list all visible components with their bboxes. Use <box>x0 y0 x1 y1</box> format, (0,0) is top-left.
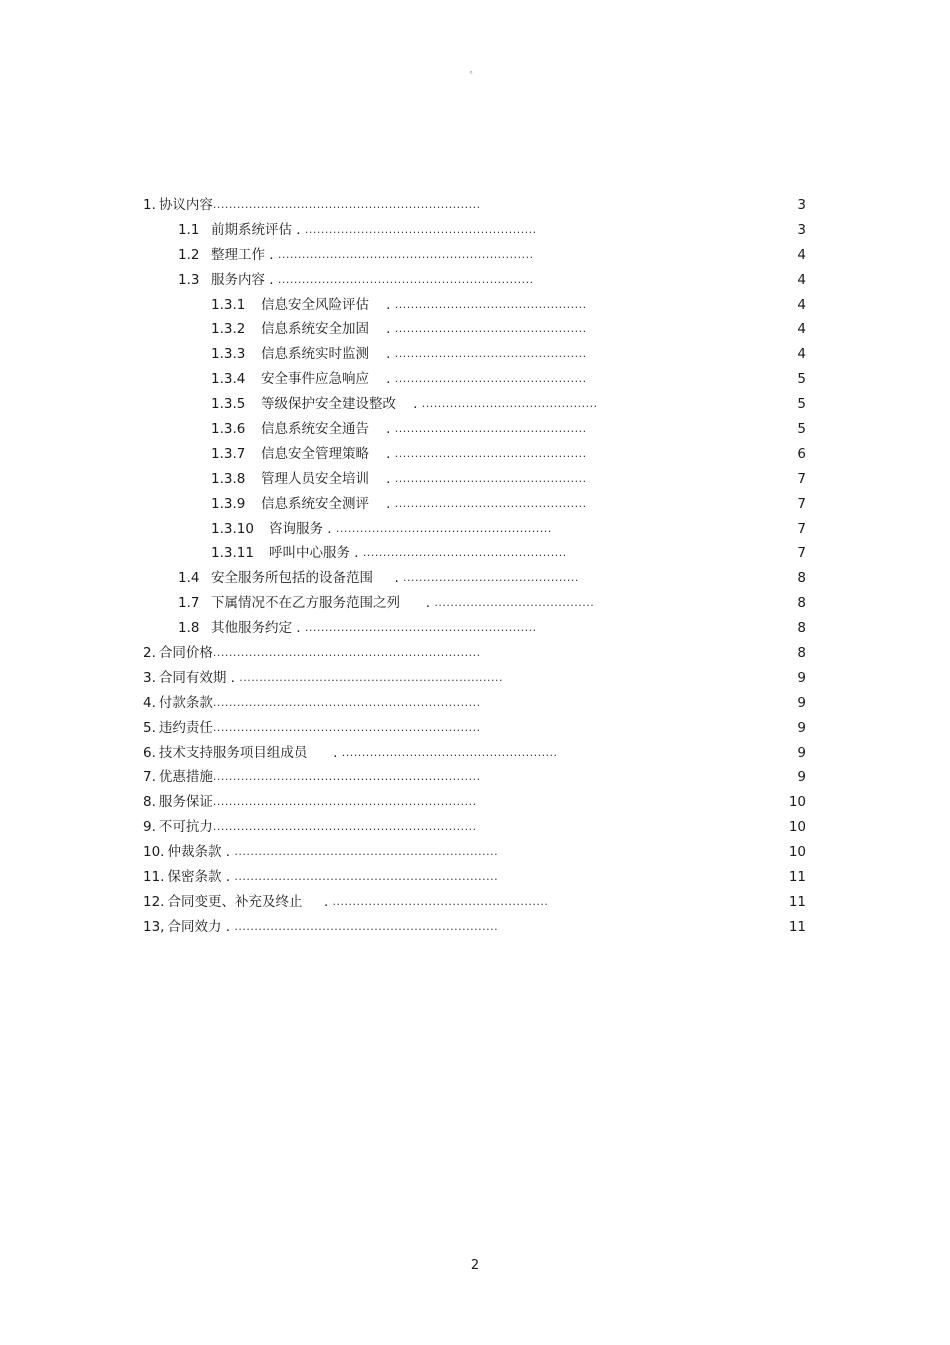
toc-entry-title: 仲裁条款 <box>167 844 222 861</box>
toc-leader-dots: ................................................................... <box>212 720 481 734</box>
toc-entry-gap: . <box>369 421 395 438</box>
toc-entry[interactable] <box>0 641 950 666</box>
toc-entry-label <box>211 367 587 392</box>
toc-entry-title: 不可抗力 <box>158 819 213 836</box>
toc-leader-dots: ............................................ <box>403 571 579 585</box>
toc-entry-page: 11 <box>788 869 806 886</box>
toc-entry-label <box>143 790 477 815</box>
toc-entry-gap: . <box>373 570 404 587</box>
toc-entry-number: 1.1 <box>178 221 200 238</box>
toc-entry[interactable] <box>0 467 950 492</box>
toc-entry-label <box>143 765 481 790</box>
toc-entry[interactable] <box>0 765 950 790</box>
toc-entry[interactable] <box>0 591 950 616</box>
toc-leader-dots: ................................................ <box>394 322 587 336</box>
toc-entry[interactable] <box>0 442 950 467</box>
toc-entry[interactable] <box>0 392 950 417</box>
toc-leader-dots: ................................................ <box>394 471 587 485</box>
toc-entry-title: 信息系统安全通告 <box>261 421 369 438</box>
toc-entry-page: 4 <box>797 296 806 313</box>
toc-entry-label <box>143 716 481 741</box>
toc-entry-title: 安全事件应急响应 <box>261 371 369 388</box>
toc-entry[interactable] <box>0 666 950 691</box>
toc-leader-dots: ................................................ <box>394 446 587 460</box>
toc-entry-gap: . <box>350 545 363 562</box>
toc-leader-dots: ................................................ <box>394 496 587 510</box>
toc-entry[interactable] <box>0 417 950 442</box>
toc-entry-label <box>143 815 477 840</box>
toc-entry-page: 5 <box>797 371 806 388</box>
toc-entry-title: 信息安全管理策略 <box>261 445 369 462</box>
toc-entry-gap: . <box>292 620 305 637</box>
toc-entry[interactable] <box>0 716 950 741</box>
toc-leader-dots: ................................................................... <box>212 646 481 660</box>
toc-entry-title: 信息安全风险评估 <box>261 296 369 313</box>
toc-entry-number: 1.3.11 <box>211 545 254 562</box>
toc-entry-number: 1.3.5 <box>211 396 246 413</box>
toc-entry-page: 4 <box>797 246 806 263</box>
toc-entry-gap: . <box>221 869 235 886</box>
toc-entry-gap: . <box>221 918 235 935</box>
toc-entry[interactable] <box>0 367 950 392</box>
toc-entry-gap: . <box>221 844 235 861</box>
toc-entry-gap: . <box>369 346 395 363</box>
toc-leader-dots: ................................................ <box>394 372 587 386</box>
toc-entry-gap: . <box>307 744 342 761</box>
toc-leader-dots: ...................................................... <box>332 894 549 908</box>
toc-entry-label <box>178 616 537 641</box>
toc-entry[interactable] <box>0 616 950 641</box>
toc-entry-number: 4. <box>143 694 156 711</box>
toc-entry-page: 8 <box>797 645 806 662</box>
toc-entry-page: 6 <box>797 445 806 462</box>
toc-leader-dots: ...................................................... <box>335 521 552 535</box>
toc-entry-title: 咨询服务 <box>269 520 323 537</box>
toc-entry-gap: . <box>302 893 333 910</box>
toc-entry-title: 呼叫中心服务 <box>269 545 350 562</box>
toc-entry[interactable] <box>0 193 950 218</box>
toc-entry[interactable] <box>0 293 950 318</box>
toc-entry-title: 合同效力 <box>167 918 222 935</box>
toc-entry[interactable] <box>0 890 950 915</box>
toc-leader-dots: .................................................................. <box>234 845 499 859</box>
toc-entry-gap: . <box>396 396 422 413</box>
toc-leader-dots: ................................................................ <box>277 272 534 286</box>
toc-entry-number: 1.3.3 <box>211 346 246 363</box>
toc-entry-page: 5 <box>797 396 806 413</box>
toc-entry-gap: . <box>292 221 305 238</box>
toc-entry-label <box>143 890 548 915</box>
toc-entry-title: 信息系统实时监测 <box>261 346 369 363</box>
toc-entry-label <box>211 317 587 342</box>
toc-entry-label <box>143 840 498 865</box>
toc-entry-label <box>211 342 587 367</box>
toc-entry-number: 1.3.8 <box>211 470 246 487</box>
toc-entry-page: 9 <box>797 719 806 736</box>
toc-entry-number: 1.3.6 <box>211 421 246 438</box>
toc-entry-label <box>143 641 481 666</box>
toc-entry-label <box>143 193 481 218</box>
toc-entry[interactable] <box>0 317 950 342</box>
toc-entry-number: 7. <box>143 769 156 786</box>
toc-entry-number: 12. <box>143 893 165 910</box>
toc-entry-title: 合同变更、补充及终止 <box>167 893 303 910</box>
header-mark: ° <box>469 70 473 79</box>
toc-entry-title: 服务内容 <box>211 271 265 288</box>
toc-entry-label <box>143 865 498 890</box>
toc-entry-page: 7 <box>797 470 806 487</box>
toc-leader-dots: ................................................................ <box>277 247 534 261</box>
toc-entry[interactable] <box>0 915 950 940</box>
toc-entry-number: 1.3 <box>178 271 200 288</box>
toc-entry-label <box>211 293 587 318</box>
toc-entry-number: 1.3.1 <box>211 296 246 313</box>
toc-leader-dots: .................................................................. <box>212 795 477 809</box>
toc-entry-page: 7 <box>797 495 806 512</box>
toc-entry[interactable] <box>0 840 950 865</box>
toc-entry-label <box>178 591 594 616</box>
toc-entry-page: 9 <box>797 694 806 711</box>
toc-entry-title: 优惠措施 <box>158 769 213 786</box>
toc-entry-number: 1.4 <box>178 570 200 587</box>
toc-entry-title: 技术支持服务项目组成员 <box>158 744 308 761</box>
toc-entry-label <box>178 566 579 591</box>
toc-entry-number: 1.8 <box>178 620 200 637</box>
toc-entry-label <box>178 218 537 243</box>
toc-entry-title: 管理人员安全培训 <box>261 470 369 487</box>
toc-entry-title: 信息系统安全测评 <box>261 495 369 512</box>
toc-entry-title: 保密条款 <box>167 869 222 886</box>
toc-entry-label <box>178 243 534 268</box>
toc-entry-label <box>211 392 598 417</box>
toc-entry-page: 4 <box>797 321 806 338</box>
toc-entry-gap: . <box>369 495 395 512</box>
toc-entry-gap: . <box>323 520 336 537</box>
toc-leader-dots: ...................................................... <box>341 745 558 759</box>
toc-entry-page: 5 <box>797 421 806 438</box>
toc-entry-number: 1.3.9 <box>211 495 246 512</box>
toc-leader-dots: ................................................ <box>394 297 587 311</box>
toc-leader-dots: ............................................ <box>421 397 598 411</box>
toc-entry-gap: . <box>369 321 395 338</box>
toc-entry-title: 协议内容 <box>158 197 213 213</box>
toc-entry[interactable] <box>0 691 950 716</box>
toc-entry-number: 3. <box>143 669 156 686</box>
toc-entry[interactable] <box>0 566 950 591</box>
toc-entry-label <box>211 442 587 467</box>
toc-entry-page: 10 <box>788 819 806 836</box>
toc-entry-page: 9 <box>797 769 806 786</box>
toc-entry-number: 9. <box>143 819 156 836</box>
toc-entry-page: 11 <box>788 893 806 910</box>
toc-entry-title: 整理工作 <box>211 246 265 263</box>
toc-entry-label <box>211 467 587 492</box>
toc-entry[interactable] <box>0 541 950 566</box>
toc-leader-dots: ........................................ <box>434 596 595 610</box>
toc-entry-page: 11 <box>788 918 806 935</box>
toc-entry-label <box>211 517 552 542</box>
toc-entry-number: 6. <box>143 744 156 761</box>
toc-entry-number: 8. <box>143 794 156 811</box>
toc-leader-dots: ................................................ <box>394 347 587 361</box>
toc-entry-page: 10 <box>788 794 806 811</box>
toc-entry-page: 9 <box>797 744 806 761</box>
toc-entry[interactable] <box>0 815 950 840</box>
toc-leader-dots: ................................................... <box>362 546 567 560</box>
toc-entry-page: 8 <box>797 570 806 587</box>
toc-entry-number: 1.2 <box>178 246 200 263</box>
toc-entry-title: 其他服务约定 <box>211 620 292 637</box>
toc-entry[interactable] <box>0 342 950 367</box>
toc-entry-number: 11. <box>143 869 165 886</box>
toc-entry-label <box>143 691 481 716</box>
toc-entry-gap: . <box>400 595 435 612</box>
table-of-contents <box>0 193 950 940</box>
toc-entry-title: 付款条款 <box>158 694 213 711</box>
toc-entry-number: 1.3.10 <box>211 520 254 537</box>
toc-leader-dots: ................................................ <box>394 422 587 436</box>
toc-entry-label <box>143 741 558 766</box>
toc-entry[interactable] <box>0 268 950 293</box>
toc-entry-title: 信息系统安全加固 <box>261 321 369 338</box>
toc-entry-gap: . <box>369 296 395 313</box>
toc-entry-title: 安全服务所包括的设备范围 <box>211 570 373 587</box>
toc-entry[interactable] <box>0 218 950 243</box>
toc-leader-dots: .................................................................. <box>212 820 477 834</box>
toc-entry-page: 7 <box>797 545 806 562</box>
toc-leader-dots: ................................................................... <box>212 198 481 211</box>
toc-entry-page: 3 <box>797 197 806 213</box>
toc-entry-gap: . <box>265 271 278 288</box>
toc-entry-title: 合同价格 <box>158 645 213 662</box>
toc-entry-gap: . <box>226 669 240 686</box>
toc-entry[interactable] <box>0 865 950 890</box>
toc-entry-label <box>143 915 498 940</box>
toc-entry[interactable] <box>0 492 950 517</box>
toc-entry[interactable] <box>0 243 950 268</box>
toc-entry-number: 1.7 <box>178 595 200 612</box>
toc-entry-label <box>211 541 567 566</box>
toc-entry-gap: . <box>265 246 278 263</box>
toc-entry-page: 8 <box>797 595 806 612</box>
toc-entry-title: 等级保护安全建设整改 <box>261 396 396 413</box>
toc-entry-page: 4 <box>797 271 806 288</box>
toc-entry-label <box>178 268 534 293</box>
toc-entry-page: 7 <box>797 520 806 537</box>
toc-leader-dots: ................................................................... <box>212 695 481 709</box>
toc-entry[interactable] <box>0 741 950 766</box>
toc-entry[interactable] <box>0 517 950 542</box>
toc-entry-label <box>211 417 587 442</box>
toc-entry-page: 8 <box>797 620 806 637</box>
toc-entry-title: 合同有效期 <box>158 669 227 686</box>
toc-entry-title: 前期系统评估 <box>211 221 292 238</box>
toc-entry-number: 1. <box>143 197 156 213</box>
toc-entry-number: 5. <box>143 719 156 736</box>
toc-leader-dots: .................................................................. <box>234 870 499 884</box>
toc-leader-dots: .......................................................... <box>304 621 537 635</box>
toc-entry-number: 1.3.4 <box>211 371 246 388</box>
toc-entry-title: 违约责任 <box>158 719 213 736</box>
toc-entry-number: 1.3.7 <box>211 445 246 462</box>
toc-entry-number: 1.3.2 <box>211 321 246 338</box>
toc-entry[interactable] <box>0 790 950 815</box>
toc-entry-gap: . <box>369 445 395 462</box>
page-number: 2 <box>470 1258 480 1273</box>
toc-leader-dots: .......................................................... <box>304 222 537 236</box>
toc-entry-number: 2. <box>143 645 156 662</box>
toc-entry-title: 下属情况不在乙方服务范围之列 <box>211 595 400 612</box>
toc-leader-dots: .................................................................. <box>234 919 499 933</box>
toc-entry-gap: . <box>369 371 395 388</box>
toc-entry-label <box>211 492 587 517</box>
toc-entry-number: 10. <box>143 844 165 861</box>
toc-entry-gap: . <box>369 470 395 487</box>
toc-entry-page: 3 <box>797 221 806 238</box>
toc-entry-page: 9 <box>797 669 806 686</box>
toc-entry-number: 13, <box>143 918 165 935</box>
toc-entry-label <box>143 666 503 691</box>
toc-leader-dots: .................................................................. <box>239 670 504 684</box>
toc-entry-page: 10 <box>788 844 806 861</box>
toc-entry-title: 服务保证 <box>158 794 213 811</box>
toc-leader-dots: ................................................................... <box>212 770 481 784</box>
toc-entry-page: 4 <box>797 346 806 363</box>
